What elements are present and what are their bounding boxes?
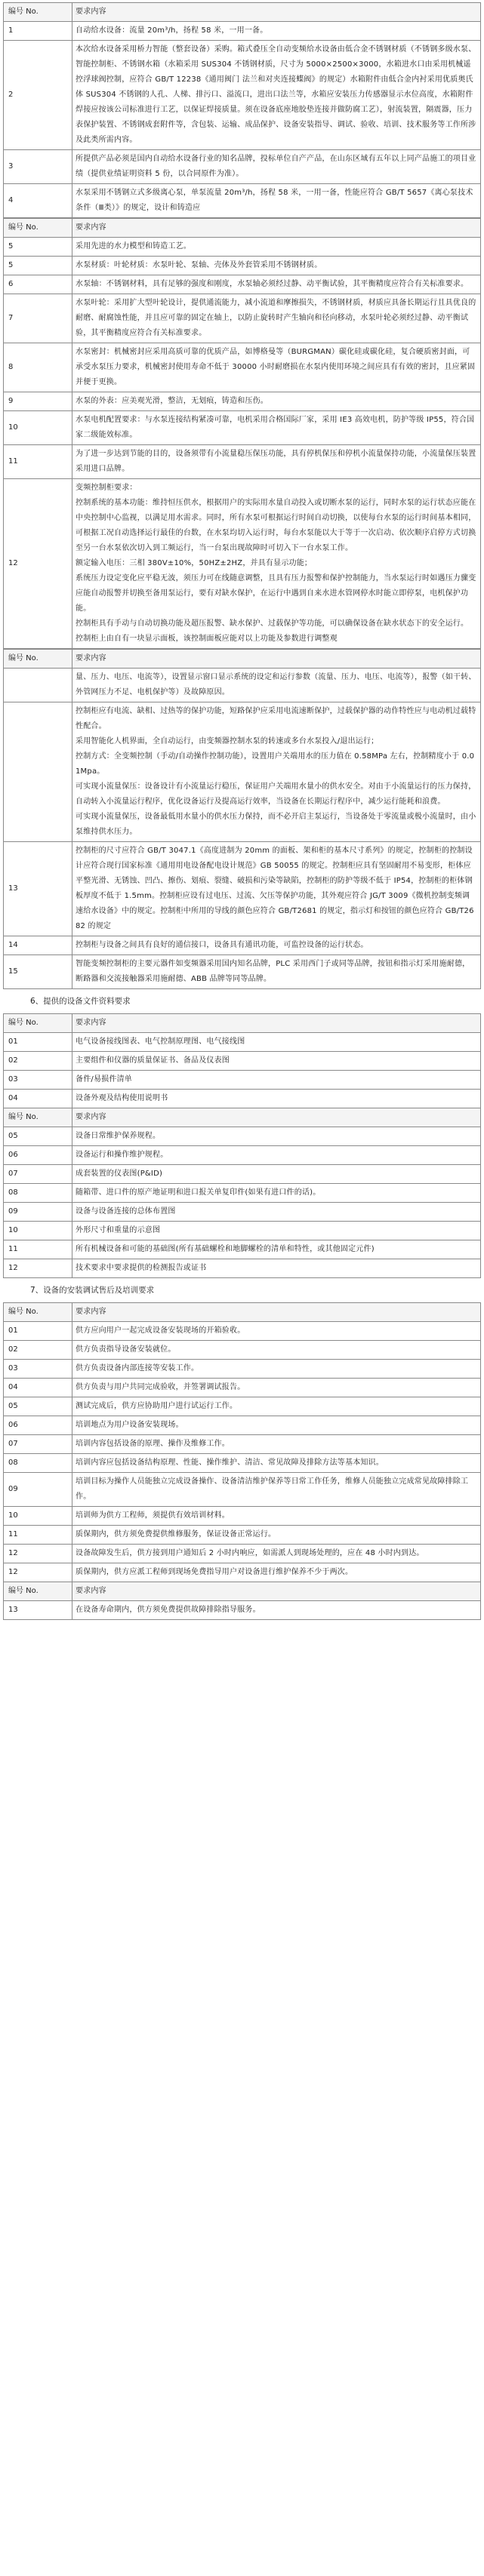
row-number: 5 <box>4 257 72 275</box>
row-requirement: 供方应向用户一起完成设备安装现场的开箱验收。 <box>72 1322 481 1341</box>
table-row <box>4 1203 481 1222</box>
table-row <box>4 184 481 218</box>
row-requirement: 主要组件和仪器的质量保证书、备品及仪表图 <box>72 1052 481 1071</box>
row-requirement: 培训内容应包括设备结构原理、性能、操作维护、清洁、常见故障及排除方法等基本知识。 <box>72 1454 481 1473</box>
table-row <box>4 1165 481 1184</box>
table-row <box>4 1379 481 1397</box>
row-number <box>4 702 72 842</box>
col-no-header: 编号 No. <box>4 219 72 238</box>
row-number: 06 <box>4 1146 72 1165</box>
row-number <box>4 669 72 702</box>
row-number: 07 <box>4 1435 72 1454</box>
col-no-header: 编号 No. <box>4 1108 72 1127</box>
row-requirement: 测试完成后，供方应协助用户进行试运行工作。 <box>72 1397 481 1416</box>
table-row <box>4 669 481 702</box>
row-number: 12 <box>4 1563 72 1582</box>
row-number: 09 <box>4 1473 72 1507</box>
spec-table-6 <box>3 1302 481 1620</box>
table-header-row <box>4 1014 481 1033</box>
col-no-header: 编号 No. <box>4 1303 72 1322</box>
table-row <box>4 1322 481 1341</box>
row-number: 12 <box>4 479 72 649</box>
row-number: 07 <box>4 1165 72 1184</box>
row-number: 8 <box>4 343 72 392</box>
table-row <box>4 238 481 257</box>
row-number: 11 <box>4 445 72 479</box>
row-requirement: 所有机械设备和可能的基础图(所有基础螺栓和地脚螺栓的清单和特性，或其他固定元件) <box>72 1240 481 1259</box>
table-row <box>4 1222 481 1240</box>
row-requirement: 质保期内，供方须免费提供维修服务，保证设备正常运行。 <box>72 1526 481 1545</box>
spec-table-4 <box>3 1013 481 1278</box>
row-requirement: 水泵电机配置要求：与水泵连接结构紧凑可靠，电机采用合格国际厂家，采用 IE3 高效电机，防护等级 IP55，符合国家二级能效标准。 <box>72 411 481 445</box>
row-requirement: 智能变频控制柜的主要元器件如变频器采用国内知名品牌，PLC 采用西门子或同等品牌，按钮和指示灯采用施耐德，断路器和交流接触器采用施耐德、ABB 品牌等同等品牌。 <box>72 955 481 989</box>
table-header-row <box>4 1108 481 1127</box>
row-requirement: 变频控制柜要求： 控制系统的基本功能：维持恒压供水，根据用户的实际用水量自动投入或切断水泵的运行，同时水泵的运行状态应能在中央控制中心监视，以满足用水需求。同时，所有水泵可根据运行时间自动切换，以使每台水泵的运行时间基本相同，可根据工况自动选择运行最佳的台数，在水泵均切入运行时，每台水泵能以大于等于一次启动、依次顺序启停方式切换至另一台水泵依次切入到工频运行，当一台泵出现故障时可切入下一台水泵工作。 额定输入电压：三相 380V±10%，50HZ±2HZ，并具有显示功能； 系统压力设定变化应平稳无波，须压力可在线随意调整，且具有压力报警和保护控制能力，当水泵运行时如遇压力骤变应能自动报警并切换至备用泵运行，要有对缺水保护，在运行中遇到自来水进水管网停水时能立即停泵，电机保护功能。 控制柜具有手动与自动切换功能及超压报警、缺水保护、过载保护等功能，可以确保设备在缺水状态下的安全运行。 控制柜上由自有一块显示面板，该控制面板应能对以上功能及参数进行调整观 <box>72 479 481 649</box>
row-requirement: 控制柜应有电流、缺相、过热等的保护功能，短路保护应采用电流速断保护，过载保护器的动作特性应与电动机过载特性配合。 采用智能化人机界面，全自动运行，由变频器控制水泵的转速或多台水泵投入/退出运行； 控制方式：全变频控制（手动/自动操作控制功能），设置用户关端用水的压力值在 0.58MPa 左右，控制精度小于 0.01Mpa。 可实现小流量保压：设备设计有小流量运行稳压，保证用户关端用水量小的供水安全。对由于小流量运行的压力保持，自动转入小流量运行程序，优化设备运行及提高运行效率，当设备在长期运行程序中，减少运行能耗和浪费。 可实现小流量保压，设备最低用水量小的供水压力保持，而不必开启主泵运行，当设备处于零流量或极小流量时，由小泵维持供水压力。 <box>72 702 481 842</box>
row-number: 08 <box>4 1184 72 1203</box>
col-req-header: 要求内容 <box>72 219 481 238</box>
row-number: 03 <box>4 1071 72 1090</box>
row-number: 7 <box>4 294 72 343</box>
table-header-row <box>4 650 481 669</box>
row-number: 14 <box>4 936 72 955</box>
row-number: 11 <box>4 1526 72 1545</box>
row-requirement: 培训地点为用户设备安装现场。 <box>72 1416 481 1435</box>
row-requirement: 随箱带、进口件的原产地证明和进口报关单复印件(如果有进口件的话)。 <box>72 1184 481 1203</box>
row-number: 02 <box>4 1341 72 1360</box>
table-row <box>4 445 481 479</box>
table-row <box>4 411 481 445</box>
row-requirement: 备件/易损件清单 <box>72 1071 481 1090</box>
row-requirement: 水泵密封：机械密封应采用高质可靠的优质产品，如博格曼等（BURGMAN）碳化硅或碳化硅，复合硬质密封面，可承受水泵压力要求，机械密封使用寿命不低于 30000 小时耐磨损在水泵内使用环境之间应具有有效的密封，且应紧固并便于更换。 <box>72 343 481 392</box>
table-row <box>4 257 481 275</box>
row-requirement: 供方负责与用户共同完成验收，并签署调试报告。 <box>72 1379 481 1397</box>
row-number: 13 <box>4 1601 72 1620</box>
row-requirement: 自动给水设备：流量 20m³/h，扬程 58 米，一用一备。 <box>72 22 481 41</box>
row-number: 03 <box>4 1360 72 1379</box>
row-requirement: 电气设备接线图表、电气控制原理图、电气接线图 <box>72 1033 481 1052</box>
row-number: 1 <box>4 22 72 41</box>
row-number: 08 <box>4 1454 72 1473</box>
row-requirement: 水泵采用不锈钢立式多级离心泵，单泵流量 20m³/h，扬程 58 米，一用一备，性能应符合 GB/T 5657《离心泵技术条件（Ⅲ类）》的规定，设计和铸造应 <box>72 184 481 218</box>
row-requirement: 设备与设备连接的总体布置图 <box>72 1203 481 1222</box>
row-requirement: 培训内容包括设备的原理、操作及维修工作。 <box>72 1435 481 1454</box>
row-number: 04 <box>4 1090 72 1108</box>
row-requirement: 量、压力、电压、电流等），设置显示窗口显示系统的设定和运行参数（流量、压力、电压、电流等），报警（如干转、外管网压力不足、电机保护等）及故障原因。 <box>72 669 481 702</box>
spec-table-2 <box>3 218 481 649</box>
row-number: 13 <box>4 842 72 936</box>
table-row <box>4 1033 481 1052</box>
row-requirement: 在设备寿命期内，供方须免费提供故障排除指导服务。 <box>72 1601 481 1620</box>
section-6-title: 6、提供的设备文件资料要求 <box>30 997 131 1006</box>
row-number: 4 <box>4 184 72 218</box>
row-number: 02 <box>4 1052 72 1071</box>
col-req-header: 要求内容 <box>72 3 481 22</box>
row-requirement: 外形尺寸和重量的示意图 <box>72 1222 481 1240</box>
table-row <box>4 392 481 411</box>
row-number: 05 <box>4 1127 72 1146</box>
row-requirement: 水泵叶轮：采用扩大型叶轮设计，提供通流能力，减小流道和摩擦损失，不锈钢材质，材质应具备长期运行且具优良的耐磨、耐腐蚀性能，并且应可靠的固定在轴上，以防止旋转时产生轴向和径向移动，水泵叶轮必须经过静、动平衡试验，其平衡精度应符合有关标准要求。 <box>72 294 481 343</box>
col-req-header: 要求内容 <box>72 650 481 669</box>
col-no-header: 编号 No. <box>4 650 72 669</box>
table-row <box>4 936 481 955</box>
row-requirement: 水泵材质：叶轮材质：水泵叶轮、泵轴、壳体及外套管采用不锈钢材质。 <box>72 257 481 275</box>
row-number: 10 <box>4 1222 72 1240</box>
table-row <box>4 343 481 392</box>
table-row <box>4 1545 481 1563</box>
spec-table-1 <box>3 2 481 218</box>
spec-table-3 <box>3 649 481 989</box>
table-row <box>4 1563 481 1582</box>
table-row <box>4 1240 481 1259</box>
table-row <box>4 1435 481 1454</box>
table-row <box>4 1071 481 1090</box>
table-header-row <box>4 219 481 238</box>
row-number: 09 <box>4 1203 72 1222</box>
table-row <box>4 1127 481 1146</box>
row-requirement: 采用先进的水力模型和铸造工艺。 <box>72 238 481 257</box>
row-number: 10 <box>4 411 72 445</box>
row-number: 9 <box>4 392 72 411</box>
row-number: 05 <box>4 1397 72 1416</box>
row-number: 01 <box>4 1322 72 1341</box>
row-requirement: 设备故障发生后，供方接到用户通知后 2 小时内响应，如需派人到现场处理的，应在 48 小时内到达。 <box>72 1545 481 1563</box>
table-row <box>4 1341 481 1360</box>
col-no-header: 编号 No. <box>4 1582 72 1601</box>
table-row <box>4 1259 481 1278</box>
table-row <box>4 1146 481 1165</box>
row-number: 12 <box>4 1545 72 1563</box>
section-7-title: 7、设备的安装调试售后及培训要求 <box>30 1286 155 1295</box>
col-req-header: 要求内容 <box>72 1303 481 1322</box>
row-requirement: 设备外观及结构使用说明书 <box>72 1090 481 1108</box>
table-header-row <box>4 1582 481 1601</box>
row-number: 06 <box>4 1416 72 1435</box>
table-row <box>4 1473 481 1507</box>
table-row <box>4 22 481 41</box>
row-requirement: 所提供产品必须是国内自动给水设备行业的知名品牌，投标单位自产产品，在山东区域有五年以上同产品施工的项目业绩（提供业绩证明资料 5 份，以合同原件为准）。 <box>72 150 481 184</box>
document-root <box>3 2 481 1620</box>
table-row <box>4 1416 481 1435</box>
table-row <box>4 1397 481 1416</box>
table-row <box>4 1090 481 1108</box>
table-row <box>4 1601 481 1620</box>
table-row <box>4 41 481 150</box>
row-requirement: 质保期内，供方应派工程师到现场免费指导用户对设备进行维护保养不少于两次。 <box>72 1563 481 1582</box>
col-no-header: 编号 No. <box>4 1014 72 1033</box>
col-req-header: 要求内容 <box>72 1014 481 1033</box>
col-req-header: 要求内容 <box>72 1108 481 1127</box>
table-row <box>4 1052 481 1071</box>
row-number: 5 <box>4 238 72 257</box>
row-number: 10 <box>4 1507 72 1526</box>
row-requirement: 供方负责指导设备安装就位。 <box>72 1341 481 1360</box>
row-requirement: 为了进一步达到节能的目的，设备须带有小流量稳压保压功能，具有停机保压和停机小流量保持功能，小流量保压装置采用进口品牌。 <box>72 445 481 479</box>
row-requirement: 水泵的外表：应美观光滑，整洁，无划痕，铸造和压伤。 <box>72 392 481 411</box>
row-requirement: 设备运行和操作维护规程。 <box>72 1146 481 1165</box>
row-number: 04 <box>4 1379 72 1397</box>
row-number: 11 <box>4 1240 72 1259</box>
row-requirement: 培训师为供方工程师，须提供有效培训材料。 <box>72 1507 481 1526</box>
table-row <box>4 275 481 294</box>
row-requirement: 培训目标为操作人员能独立完成设备操作、设备清洁维护保养等日常工作任务，维修人员能独立完成常见故障排除工作。 <box>72 1473 481 1507</box>
row-number: 01 <box>4 1033 72 1052</box>
row-requirement: 水泵轴：不锈钢材料，具有足够的强度和刚度，水泵轴必须经过静、动平衡试验，其平衡精度应符合有关标准要求。 <box>72 275 481 294</box>
table-row <box>4 1526 481 1545</box>
table-header-row <box>4 3 481 22</box>
row-requirement: 控制柜的尺寸应符合 GB/T 3047.1《高度进制为 20mm 的面板、架和柜的基本尺寸系列》的规定，控制柜的控制设计应符合现行国家标准《通用用电设备配电设计规范》GB 50055 的规定。控制柜应具有坚固耐用不易变形，柜体应平整光滑、无锈蚀、凹凸、擦伤、划痕、裂缝、破损和污染等缺陷，控制柜的防护等级不低于 IP54，控制柜的柜体钢板厚度不低于 1.5mm。控制柜应设有过电压、过流、欠压等保护功能，其外观应符合 JG/T 3009《微机控制变频调速给水设备》中的规定。控制柜中所用的导线的颜色应符合 GB/T2681 的规定，指示灯和按钮的颜色应符合 GB/T2682 的规定 <box>72 842 481 936</box>
col-req-header: 要求内容 <box>72 1582 481 1601</box>
row-requirement: 控制柜与设备之间具有良好的通信接口，设备具有通讯功能，可监控设备的运行状态。 <box>72 936 481 955</box>
row-requirement: 成套装置的仪表图(P&ID) <box>72 1165 481 1184</box>
table-row <box>4 1184 481 1203</box>
row-requirement: 供方负责设备内部连接等安装工作。 <box>72 1360 481 1379</box>
row-number: 15 <box>4 955 72 989</box>
table-row <box>4 150 481 184</box>
row-number: 6 <box>4 275 72 294</box>
row-requirement: 设备日常维护保养规程。 <box>72 1127 481 1146</box>
table-row <box>4 1507 481 1526</box>
table-row <box>4 479 481 649</box>
row-requirement: 本次给水设备采用桥力智能（整套设备）采购。箱式叠压全自动变频给水设备由低合金不锈钢材质（不锈钢多级水泵、智能控制柜、不锈钢水箱（水箱采用 SUS304 不锈钢材质，尺寸为 5000×2500×3000，水箱进水口由采用机械遥控浮球阀控制，应符合 GB/T 12238《通用阀门 法兰和对夹连接蝶阀》的规定）水箱附件由低合金内衬采用优质奥氏体 SUS304 不锈钢的人孔、人梯、排污口、溢流口，进出口法兰等，水箱应安装压力传感器显示水位高度，水箱附件焊接应按该公司标准进行工艺，以保证焊接质量。须在设备底座地胶垫连接并做防腐工艺），射流装置，隔震器，压力表保护装置、不锈钢成套附件等，含包装、运输、成品保护、设备安装指导、调试、验收、培训、技术服务等工作所涉及此类所需内容。 <box>72 41 481 150</box>
row-requirement: 技术要求中要求提供的检测报告或证书 <box>72 1259 481 1278</box>
table-row <box>4 1360 481 1379</box>
row-number: 2 <box>4 41 72 150</box>
table-row <box>4 955 481 989</box>
table-row <box>4 842 481 936</box>
table-row <box>4 1454 481 1473</box>
table-row <box>4 702 481 842</box>
row-number: 12 <box>4 1259 72 1278</box>
table-header-row <box>4 1303 481 1322</box>
table-row <box>4 294 481 343</box>
row-number: 3 <box>4 150 72 184</box>
col-no-header: 编号 No. <box>4 3 72 22</box>
